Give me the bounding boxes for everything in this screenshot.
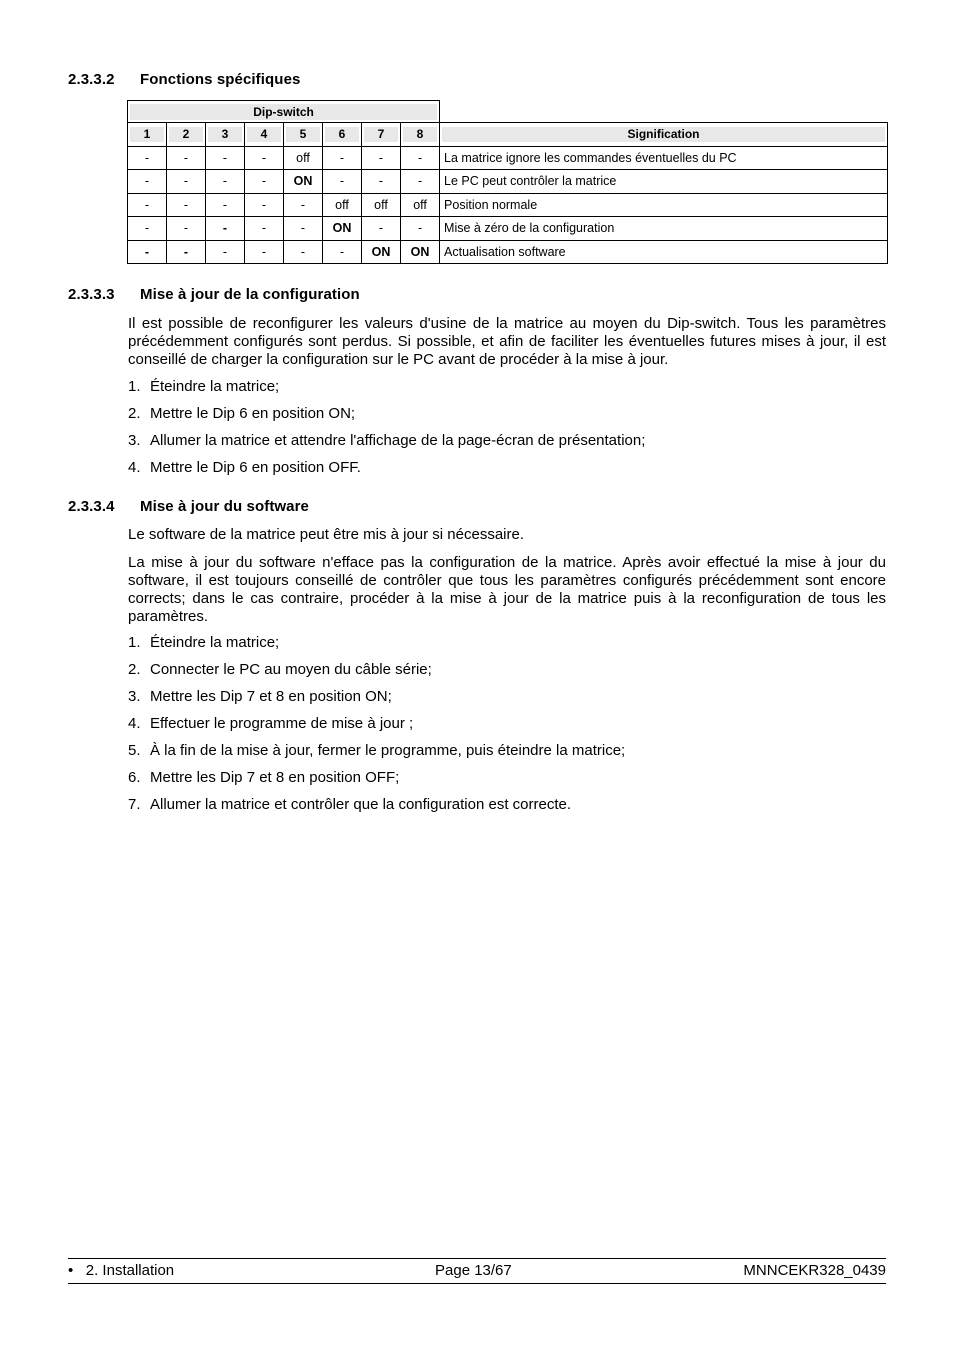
dip-header: 4 — [245, 123, 284, 147]
dip-header: 3 — [206, 123, 245, 147]
dip-cell: - — [206, 193, 245, 217]
section-title: Mise à jour du software — [140, 498, 309, 515]
dip-cell: - — [245, 146, 284, 170]
dip-cell: - — [167, 170, 206, 194]
dip-cell: - — [128, 146, 167, 170]
dip-cell: off — [284, 146, 323, 170]
software-paragraph-2: La mise à jour du software n'efface pas la configuration de la matrice. Après avoir effectué la mise à jour du software, il est toujours conseillé de contrôler que tous les paramètres configurés précédemment sont encore corrects; dans le cas contraire, procéder à la mise à jour de la matrice puis à la reconfiguration de tous les paramètres. — [128, 554, 886, 625]
dip-cell: off — [323, 193, 362, 217]
meaning-cell: Position normale — [440, 193, 888, 217]
page-footer — [68, 1258, 886, 1284]
footer-page-number: Page 13/67 — [435, 1262, 512, 1279]
meaning-cell: Actualisation software — [440, 240, 888, 264]
section-number: 2.3.3.4 — [68, 498, 115, 515]
table-title-row — [128, 101, 888, 123]
dip-cell: - — [362, 146, 401, 170]
table-header-row — [128, 123, 888, 147]
dip-cell: - — [245, 170, 284, 194]
dip-cell: - — [167, 240, 206, 264]
dip-cell: off — [362, 193, 401, 217]
dip-header: 5 — [284, 123, 323, 147]
dip-cell: - — [206, 170, 245, 194]
list-item: 6. Mettre les Dip 7 et 8 en position OFF; — [128, 769, 400, 786]
dip-cell: - — [323, 240, 362, 264]
dip-cell: - — [362, 170, 401, 194]
dip-cell: - — [284, 193, 323, 217]
dip-cell: - — [206, 146, 245, 170]
list-item: 7. Allumer la matrice et contrôler que la configuration est correcte. — [128, 796, 572, 813]
dip-cell: ON — [401, 240, 440, 264]
section-heading-configuration-update — [68, 286, 360, 303]
meaning-cell: La matrice ignore les commandes éventuelles du PC — [440, 146, 888, 170]
section-title: Fonctions spécifiques — [140, 71, 301, 88]
footer-document-code: MNNCEKR328_0439 — [743, 1262, 886, 1279]
footer-chapter: • 2. Installation — [68, 1262, 175, 1279]
list-item: 1. Éteindre la matrice; — [128, 634, 280, 651]
list-item: 4. Effectuer le programme de mise à jour ; — [128, 715, 414, 732]
dip-cell: ON — [323, 217, 362, 241]
dip-cell: - — [206, 240, 245, 264]
dip-cell: off — [401, 193, 440, 217]
meaning-cell: Le PC peut contrôler la matrice — [440, 170, 888, 194]
dip-cell: - — [362, 217, 401, 241]
list-item: 4. Mettre le Dip 6 en position OFF. — [128, 459, 361, 476]
dip-cell: - — [245, 193, 284, 217]
config-steps-list — [128, 378, 645, 486]
config-intro-paragraph: Il est possible de reconfigurer les valeurs d'usine de la matrice au moyen du Dip-switch. Tous les paramètres précédemment configurés sont perdus. Si possible, et afin de faciliter les éventuelles futures mises à jour, il est conseillé de charger la configuration sur le PC avant de procéder à la mise à jour. — [128, 315, 886, 368]
section-title: Mise à jour de la configuration — [140, 286, 360, 303]
dip-cell: ON — [362, 240, 401, 264]
dip-cell: - — [167, 193, 206, 217]
meaning-cell: Mise à zéro de la configuration — [440, 217, 888, 241]
dip-cell: - — [245, 217, 284, 241]
table-row — [128, 217, 888, 241]
blank-cell — [440, 101, 888, 123]
software-steps-list — [128, 634, 625, 823]
dip-cell: - — [323, 170, 362, 194]
dip-cell: - — [128, 170, 167, 194]
section-number: 2.3.3.2 — [68, 71, 115, 88]
dip-switch-table — [127, 100, 888, 264]
dip-switch-group-header: Dip-switch — [128, 101, 440, 123]
meaning-header: Signification — [440, 123, 888, 147]
dip-cell: - — [323, 146, 362, 170]
dip-header: 6 — [323, 123, 362, 147]
list-item: 5. À la fin de la mise à jour, fermer le programme, puis éteindre la matrice; — [128, 742, 626, 759]
list-item: 3. Mettre les Dip 7 et 8 en position ON; — [128, 688, 392, 705]
table-row — [128, 146, 888, 170]
table-row — [128, 240, 888, 264]
dip-cell: - — [401, 217, 440, 241]
list-item: 2. Connecter le PC au moyen du câble série; — [128, 661, 432, 678]
dip-cell: - — [401, 170, 440, 194]
dip-cell: ON — [284, 170, 323, 194]
dip-header: 8 — [401, 123, 440, 147]
dip-header: 1 — [128, 123, 167, 147]
dip-cell: - — [128, 240, 167, 264]
dip-cell: - — [284, 217, 323, 241]
table-row — [128, 170, 888, 194]
dip-cell: - — [206, 217, 245, 241]
dip-cell: - — [245, 240, 284, 264]
section-heading-software-update — [68, 498, 309, 515]
dip-cell: - — [284, 240, 323, 264]
list-item: 3. Allumer la matrice et attendre l'affichage de la page-écran de présentation; — [128, 432, 646, 449]
dip-header: 2 — [167, 123, 206, 147]
list-item: 2. Mettre le Dip 6 en position ON; — [128, 405, 356, 422]
dip-cell: - — [167, 146, 206, 170]
dip-cell: - — [128, 193, 167, 217]
list-item: 1. Éteindre la matrice; — [128, 378, 280, 395]
section-number: 2.3.3.3 — [68, 286, 115, 303]
software-paragraph-1: Le software de la matrice peut être mis à jour si nécessaire. — [128, 526, 525, 543]
dip-cell: - — [401, 146, 440, 170]
table-row — [128, 193, 888, 217]
section-heading-specific-functions — [68, 71, 300, 88]
dip-cell: - — [167, 217, 206, 241]
dip-cell: - — [128, 217, 167, 241]
dip-header: 7 — [362, 123, 401, 147]
